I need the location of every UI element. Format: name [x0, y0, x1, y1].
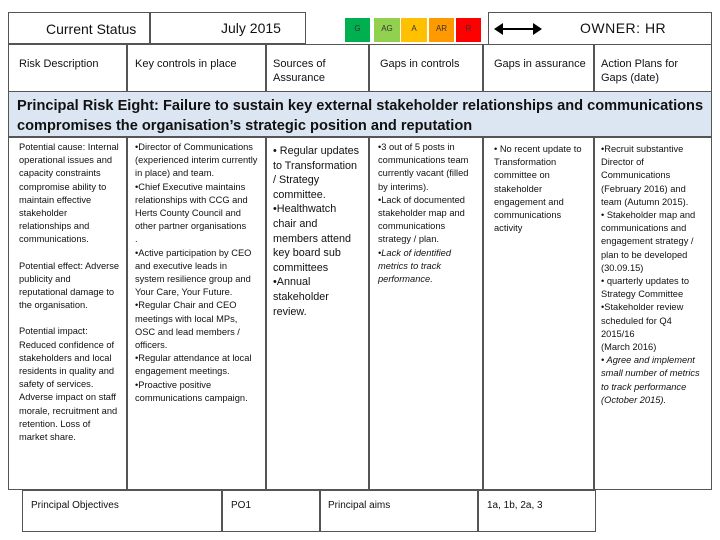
gaps-in-controls-metrics: •Lack of identified metrics to track performance. — [378, 247, 452, 285]
rag-amber: A — [401, 18, 427, 42]
sources-of-assurance-cell — [266, 137, 369, 490]
gaps-in-controls-cell — [369, 137, 483, 490]
key-controls-cell — [127, 137, 266, 490]
potential-cause: Potential cause: Internal operational issues and capacity constraints compromise ability to maintain effective stakeholder relationships and communications. — [19, 142, 119, 245]
principal-objectives-label: Principal Objectives — [22, 490, 222, 532]
rag-amber-red: AR — [429, 18, 454, 42]
col-header-action-plans: Action Plans for Gaps (date) — [594, 44, 712, 92]
sources-of-assurance-text: • Regular updates to Transformation / Strategy committee. •Healthwatch chair and members attend key board sub committees •Annual stakeholder review. — [273, 145, 360, 318]
principal-aims-value: 1a, 1b, 2a, 3 — [478, 490, 596, 532]
gaps-in-assurance-text: • No recent update to Transformation committee on stakeholder engagement and communications activity — [494, 144, 582, 234]
gaps-in-controls-text: •3 out of 5 posts in communications team currently vacant (filled by interims). •Lack of documented stakeholder map and communications strategy / plan. — [378, 142, 469, 245]
col-header-risk-description: Risk Description — [8, 44, 127, 92]
potential-impact: Potential impact: Reduced confidence of stakeholders and local residents in quality and safety of services. Adverse impact on staff morale, recruitment and retention. Loss of market share. — [19, 326, 118, 443]
double-arrow-icon — [494, 19, 542, 39]
report-date: July 2015 — [150, 12, 306, 44]
rag-amber-green: AG — [374, 18, 400, 42]
col-header-sources-of-assurance: Sources of Assurance — [266, 44, 369, 92]
rag-green: G — [345, 18, 370, 42]
action-plans-cell — [594, 137, 712, 490]
current-status-label: Current Status — [8, 12, 150, 44]
col-header-gaps-in-controls: Gaps in controls — [369, 44, 483, 92]
key-controls-text: •Director of Communications (experienced interim currently in place) and team. •Chief Executive maintains relationships with CCG and Herts County Council and other partner organisations . •Active participation by CEO and executive leads in system resilience group and Your Care, Your Future. •Regular Chair and CEO meetings with local MPs, OSC and lead members / officers. •Regular attendance at local engagement meetings. •Proactive positive communications campaign. — [135, 142, 258, 403]
action-plans-metrics: • Agree and implement small number of metrics to track performance (October 2015). — [601, 355, 700, 405]
gaps-in-assurance-cell — [483, 137, 594, 490]
principal-aims-label: Principal aims — [320, 490, 478, 532]
col-header-key-controls: Key controls in place — [127, 44, 266, 92]
risk-title: Principal Risk Eight: Failure to sustain key external stakeholder relationships and communications compromises the organisation’s strategic position and reputation — [8, 91, 712, 137]
rag-red: R — [456, 18, 481, 42]
principal-objectives-value: PO1 — [222, 490, 320, 532]
owner-label: OWNER: HR — [580, 20, 667, 36]
col-header-gaps-in-assurance: Gaps in assurance — [483, 44, 594, 92]
action-plans-text: •Recruit substantive Director of Communications (February 2016) and team (Autumn 2015). • Stakeholder map and communications and engagement strategy / plan to be developed (30.09.15) • quarterly updates to Strategy Committee •Stakeholder review scheduled for Q4 2015/16 (March 2016) — [601, 144, 696, 353]
potential-effect: Potential effect: Adverse publicity and reputational damage to the organisation. — [19, 260, 120, 311]
risk-description-cell — [8, 137, 127, 490]
